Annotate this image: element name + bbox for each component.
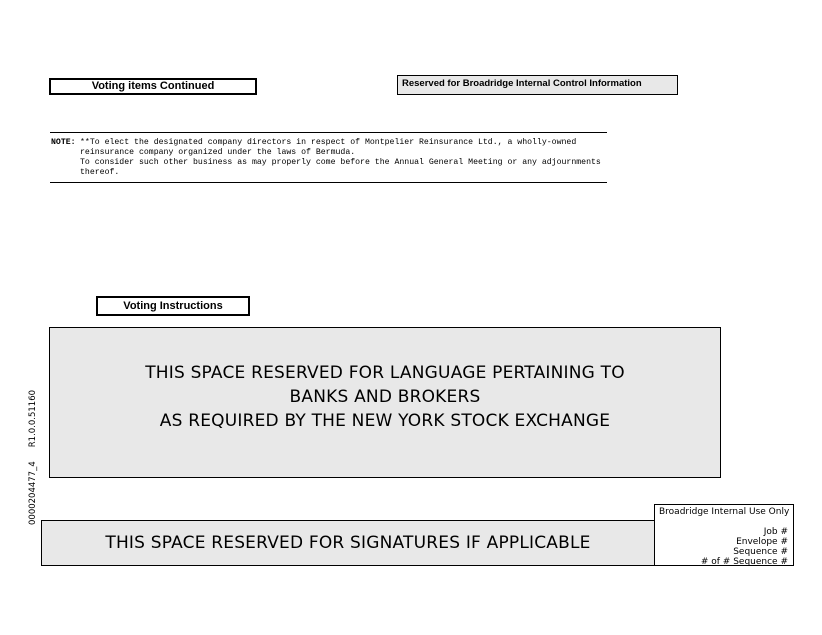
voting-items-continued-label: Voting items Continued bbox=[49, 78, 257, 95]
banks-box-line: THIS SPACE RESERVED FOR LANGUAGE PERTAINING TO bbox=[145, 363, 625, 383]
side-revision: R1.0.0.51160 bbox=[28, 389, 38, 448]
internal-use-field: Envelope # bbox=[736, 537, 788, 547]
voting-instructions-label: Voting Instructions bbox=[96, 296, 250, 316]
note-body bbox=[80, 138, 600, 178]
reserved-broadridge-control-box: Reserved for Broadridge Internal Control Information bbox=[397, 75, 678, 95]
internal-use-field: Sequence # bbox=[733, 547, 788, 557]
internal-use-fields bbox=[701, 527, 788, 567]
side-code-text bbox=[28, 390, 38, 525]
note-line: thereof. bbox=[80, 168, 120, 177]
banks-brokers-reserved-box bbox=[49, 327, 721, 478]
signature-reserved-box: THIS SPACE RESERVED FOR SIGNATURES IF APPLICABLE bbox=[41, 520, 655, 566]
note-section bbox=[50, 132, 607, 183]
internal-use-field: Job # bbox=[763, 527, 788, 537]
internal-use-title: Broadridge Internal Use Only bbox=[659, 507, 790, 517]
note-label: NOTE: bbox=[51, 138, 76, 147]
internal-use-field: # of # Sequence # bbox=[700, 557, 788, 567]
note-line: reinsurance company organized under the laws of Bermuda. bbox=[80, 148, 356, 157]
side-doc-id: 0000204477_4 bbox=[28, 461, 38, 525]
note-line: **To elect the designated company directors in respect of Montpelier Reinsurance Ltd., a wholly-owned bbox=[80, 138, 577, 147]
banks-box-line: AS REQUIRED BY THE NEW YORK STOCK EXCHANGE bbox=[159, 411, 611, 431]
note-line: To consider such other business as may properly come before the Annual General Meeting or any adjournments bbox=[80, 158, 601, 167]
banks-box-line: BANKS AND BROKERS bbox=[289, 387, 481, 407]
broadridge-internal-use-box bbox=[654, 504, 794, 566]
